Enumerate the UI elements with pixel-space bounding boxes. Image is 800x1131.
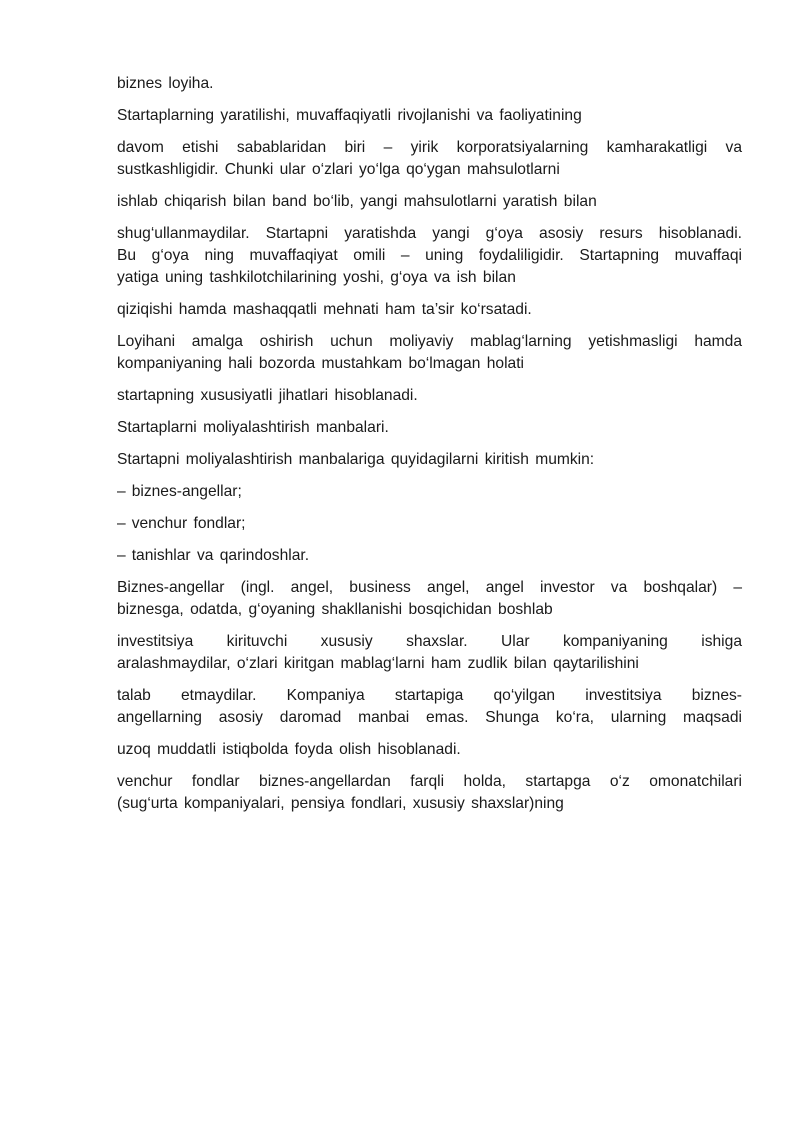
paragraph	[117, 331, 742, 375]
text-line: ishlab chiqarish bilan band bo‘lib, yangi mahsulotlarni yaratish bilan	[117, 193, 597, 210]
text-line: talab etmaydilar. Kompaniya startapiga qo‘yilgan investitsiya biznes-	[117, 687, 742, 704]
text-line: (sug‘urta kompaniyalari, pensiya fondlari, xususiy shaxslar)ning	[117, 795, 564, 812]
text-line: Startaplarni moliyalashtirish manbalari.	[117, 419, 389, 436]
list-dash: –	[117, 547, 126, 564]
text-line: biznesga, odatda, g‘oyaning shakllanishi bosqichidan boshlab	[117, 601, 553, 618]
text-line: yatiga uning tashkilotchilarining yoshi, g‘oya va ish bilan	[117, 269, 516, 286]
list-dash: –	[117, 515, 126, 532]
text-line: shug‘ullanmaydilar. Startapni yaratishda yangi g‘oya asosiy resurs hisoblanadi.	[117, 225, 742, 242]
list-item-text: biznes-angellar;	[131, 483, 242, 500]
list-item	[117, 481, 742, 503]
text-line: Loyihani amalga oshirish uchun moliyaviy mablag‘larning yetishmasligi hamda	[117, 333, 742, 350]
text-line: angellarning asosiy daromad manbai emas. Shunga ko‘ra, ularning maqsadi	[117, 709, 742, 726]
text-line: venchur fondlar biznes-angellardan farqli holda, startapga o‘z omonatchilari	[117, 773, 742, 790]
text-line: Bu g‘oya ning muvaffaqiyat omili – uning foydaliligidir. Startapning muvaffaqi	[117, 247, 742, 264]
paragraph	[117, 771, 742, 815]
list-dash: –	[117, 483, 126, 500]
list-item-text: tanishlar va qarindoshlar.	[131, 547, 310, 564]
text-line: davom etishi sabablaridan biri – yirik korporatsiyalarning kamharakatligi va	[117, 139, 742, 156]
section-heading	[117, 417, 742, 439]
paragraph	[117, 739, 742, 761]
list-item	[117, 513, 742, 535]
text-line: qiziqishi hamda mashaqqatli mehnati ham ta’sir ko‘rsatadi.	[117, 301, 532, 318]
paragraph	[117, 105, 742, 127]
paragraph	[117, 685, 742, 729]
text-line: sustkashligidir. Chunki ular o‘zlari yo‘lga qo‘ygan mahsulotlarni	[117, 161, 560, 178]
paragraph	[117, 73, 742, 95]
document-body	[117, 73, 742, 825]
text-line: kompaniyaning hali bozorda mustahkam bo‘lmagan holati	[117, 355, 525, 372]
paragraph	[117, 191, 742, 213]
paragraph	[117, 223, 742, 289]
paragraph	[117, 385, 742, 407]
text-line: uzoq muddatli istiqbolda foyda olish hisoblanadi.	[117, 741, 461, 758]
paragraph	[117, 137, 742, 181]
text-line: aralashmaydilar, o‘zlari kiritgan mablag‘larni ham zudlik bilan qaytarilishini	[117, 655, 639, 672]
paragraph	[117, 449, 742, 471]
text-line: biznes loyiha.	[117, 75, 214, 92]
text-line: Startapni moliyalashtirish manbalariga quyidagilarni kiritish mumkin:	[117, 451, 595, 468]
list-item	[117, 545, 742, 567]
paragraph	[117, 631, 742, 675]
text-line: Biznes-angellar (ingl. angel, business angel, angel investor va boshqalar) –	[117, 579, 742, 596]
paragraph	[117, 577, 742, 621]
paragraph	[117, 299, 742, 321]
text-line: investitsiya kirituvchi xususiy shaxslar. Ular kompaniyaning ishiga	[117, 633, 742, 650]
text-line: startapning xususiyatli jihatlari hisoblanadi.	[117, 387, 418, 404]
text-line: Startaplarning yaratilishi, muvaffaqiyatli rivojlanishi va faoliyatining	[117, 107, 582, 124]
list-item-text: venchur fondlar;	[131, 515, 246, 532]
